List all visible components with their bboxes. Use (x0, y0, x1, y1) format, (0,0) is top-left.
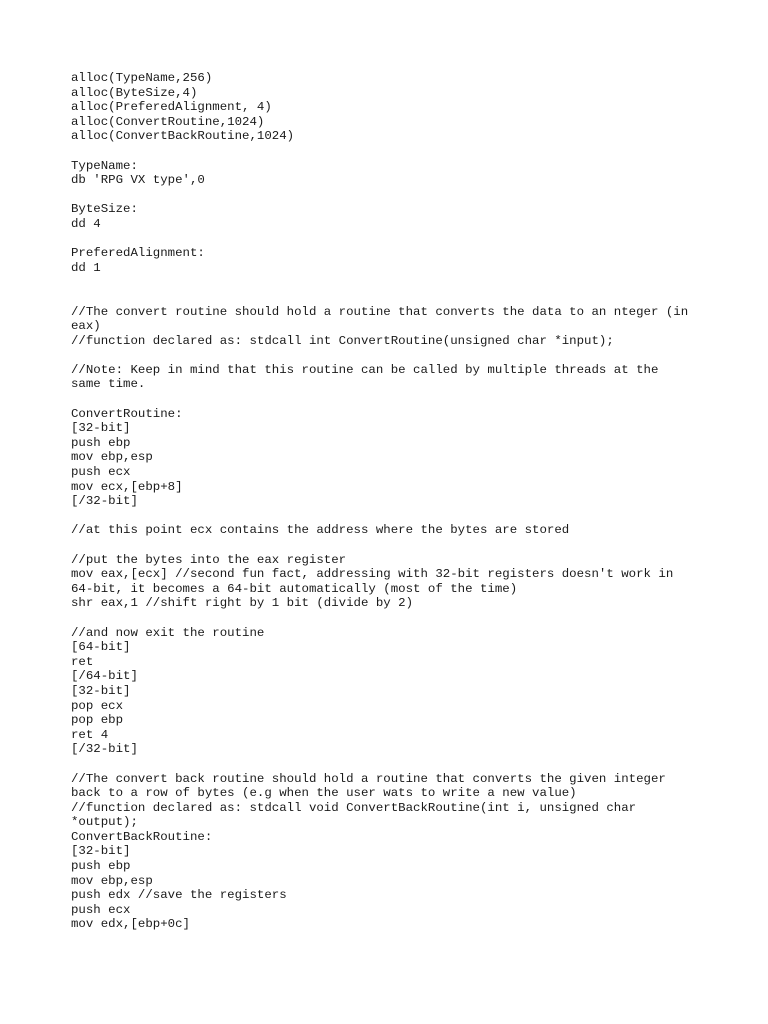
code-line: PreferedAlignment: (71, 246, 205, 261)
code-line: back to a row of bytes (e.g when the user wats to write a new value) (71, 786, 577, 801)
code-line: [32-bit] (71, 683, 131, 698)
code-line: [32-bit] (71, 844, 131, 859)
code-line: push ecx (71, 902, 131, 917)
code-line: //put the bytes into the eax register (71, 552, 347, 567)
code-line: //at this point ecx contains the address where the bytes are stored (71, 523, 570, 538)
code-line: //function declared as: stdcall int ConvertRoutine(unsigned char *input); (71, 333, 614, 348)
blank-line (71, 538, 711, 553)
code-line: push ebp (71, 435, 131, 450)
code-line: dd 1 (71, 260, 101, 275)
code-line: //Note: Keep in mind that this routine can be called by multiple threads at the (71, 362, 659, 377)
code-line: //function declared as: stdcall void ConvertBackRoutine(int i, unsigned char (71, 800, 637, 815)
code-line: eax) (71, 319, 101, 334)
blank-line (71, 144, 711, 159)
code-line: alloc(TypeName,256) (71, 71, 213, 85)
code-line: db 'RPG VX type',0 (71, 173, 205, 188)
code-line: mov ebp,esp (71, 873, 153, 888)
code-line: same time. (71, 377, 146, 392)
blank-line (71, 348, 711, 363)
code-line: push ecx (71, 465, 131, 480)
document-page (71, 71, 711, 932)
code-line: //The convert routine should hold a routine that converts the data to an nteger (in (71, 304, 689, 319)
code-line: alloc(ConvertBackRoutine,1024) (71, 129, 295, 144)
blank-line (71, 611, 711, 626)
code-line: pop ecx (71, 698, 124, 713)
code-line: //and now exit the routine (71, 625, 265, 640)
code-line: TypeName: (71, 158, 138, 173)
code-line: //The convert back routine should hold a routine that converts the given integer (71, 771, 666, 786)
code-line: alloc(ConvertRoutine,1024) (71, 114, 265, 129)
code-line: dd 4 (71, 216, 101, 231)
code-line: mov edx,[ebp+0c] (71, 917, 190, 932)
code-line: ConvertRoutine: (71, 406, 183, 421)
code-line: push ebp (71, 859, 131, 874)
code-line: *output); (71, 815, 138, 830)
code-line: [32-bit] (71, 421, 131, 436)
code-line: [64-bit] (71, 640, 131, 655)
code-line: [/64-bit] (71, 669, 138, 684)
blank-line (71, 290, 711, 305)
code-line: pop ebp (71, 713, 124, 728)
code-line: ConvertBackRoutine: (71, 829, 213, 844)
code-line: alloc(ByteSize,4) (71, 85, 198, 100)
blank-line (71, 275, 711, 290)
code-line: shr eax,1 //shift right by 1 bit (divide by 2) (71, 596, 414, 611)
code-line: mov ecx,[ebp+8] (71, 479, 183, 494)
code-line: mov ebp,esp (71, 450, 153, 465)
code-line: ret 4 (71, 727, 109, 742)
blank-line (71, 757, 711, 772)
blank-line (71, 392, 711, 407)
code-line: [/32-bit] (71, 742, 138, 757)
code-line: alloc(PreferedAlignment, 4) (71, 100, 272, 115)
blank-line (71, 188, 711, 203)
blank-line (71, 509, 711, 524)
code-line: push edx //save the registers (71, 888, 287, 903)
code-line: 64-bit, it becomes a 64-bit automatically (most of the time) (71, 581, 518, 596)
blank-line (71, 232, 711, 247)
code-line: ret (71, 654, 94, 669)
code-line: mov eax,[ecx] //second fun fact, addressing with 32-bit registers doesn't work in (71, 567, 674, 582)
code-line: [/32-bit] (71, 494, 138, 509)
code-line: ByteSize: (71, 202, 138, 217)
